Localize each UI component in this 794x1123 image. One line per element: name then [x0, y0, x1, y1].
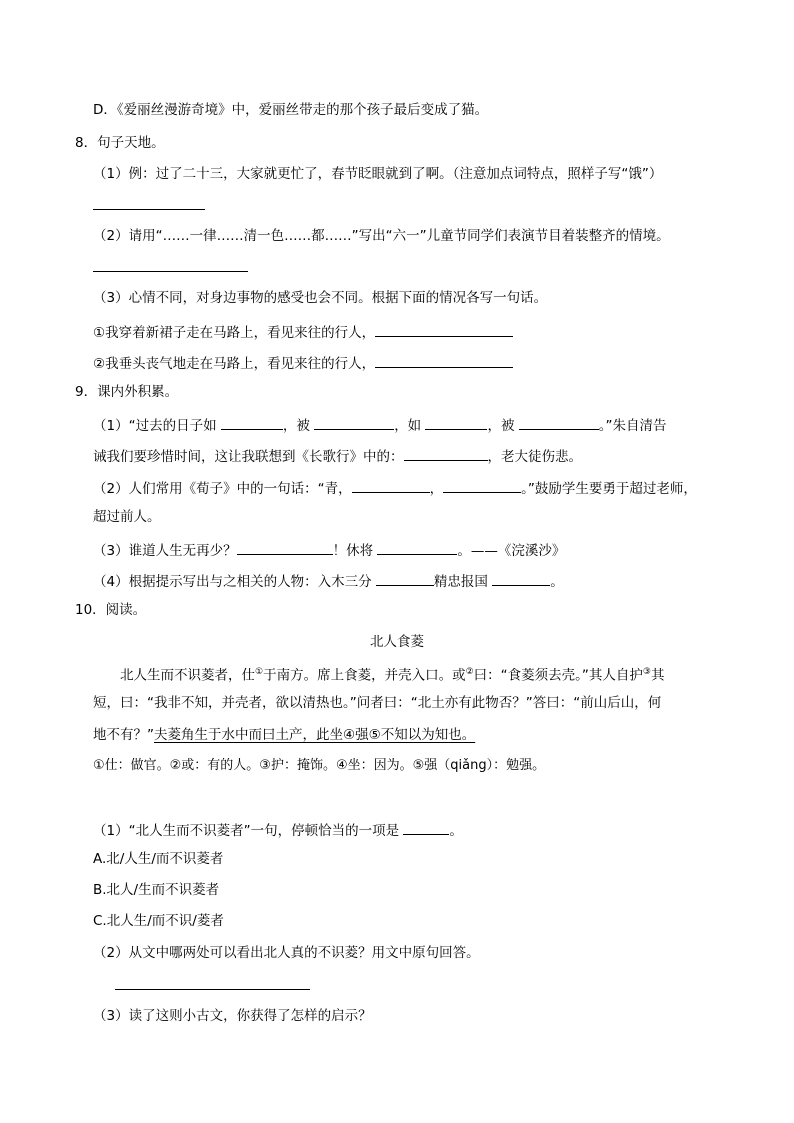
q9-s1-line2 — [93, 444, 582, 467]
q8-sub2-answer-line[interactable] — [93, 271, 248, 272]
q8-item2-text: ②我垂头丧气地走在马路上，看见来往的行人， — [93, 356, 376, 372]
q10-sub1-text: （1）“北人生而不识菱者”一句，停顿恰当的一项是 — [93, 823, 400, 839]
q8-sub3: （3）心情不同，对身边事物的感受也会不同。根据下面的情况各写一句话。 — [93, 290, 548, 306]
option-c[interactable]: C.北人生/而不识/菱者 — [93, 913, 224, 929]
q9-s1-g: ，老大徒伤悲。 — [487, 449, 582, 465]
q10-sub2-answer-line[interactable] — [115, 989, 310, 990]
q9-s2-line2: 超过前人。 — [93, 509, 161, 525]
q9-s3-c: 。——《浣溪沙》 — [457, 543, 566, 559]
q9-s3-blank2[interactable] — [377, 538, 457, 555]
q9-s3-a: （3）谁道人生无再少？ — [93, 543, 237, 559]
q8-sub2: （2）请用“……一律……清一色……都……”写出“六一”儿童节同学们表演节目着装整齐的情境。 — [93, 228, 670, 244]
q9-s1-blank2[interactable] — [314, 413, 394, 430]
q8-item1 — [93, 320, 513, 343]
q10-sub1-blank[interactable] — [403, 818, 449, 835]
option-b[interactable]: B.北人/生而不识菱者 — [93, 882, 220, 898]
passage-p1-d: 其 — [650, 667, 665, 684]
q9-s4-a: （4）根据提示写出与之相关的人物：入木三分 — [93, 574, 372, 590]
q9-s1-d: ，被 — [487, 418, 515, 434]
q9-s1-f: 诫我们要珍惜时间，这让我联想到《长歌行》中的： — [93, 449, 404, 465]
q9-s4-c: 。 — [550, 574, 564, 590]
passage-title: 北人食菱 — [370, 634, 424, 650]
q8-item1-blank[interactable] — [375, 320, 513, 337]
q9-s1-e: 。”朱自清告 — [598, 418, 667, 434]
q10-heading: 10．阅读。 — [75, 602, 147, 618]
q9-s1-blank4[interactable] — [519, 413, 599, 430]
q10-sub2: （2）从文中哪两处可以看出北人真的不识菱？用文中原句回答。 — [93, 945, 480, 961]
passage-p1-b: 于南方。席上食菱，并壳入口。或 — [263, 667, 466, 684]
q9-s1-c: ，如 — [394, 418, 422, 434]
q8-item2 — [93, 351, 513, 374]
q10-sub3: （3）读了这则小古文，你获得了怎样的启示？ — [93, 1008, 372, 1024]
q9-s1-a: （1）“过去的日子如 — [93, 418, 217, 434]
q9-s3-b: ！休将 — [332, 543, 374, 559]
q9-s3 — [93, 538, 565, 561]
q9-s4 — [93, 569, 564, 592]
q9-s2-b: ， — [429, 481, 444, 497]
q9-s4-blank1[interactable] — [376, 569, 434, 586]
passage-line2: 短，曰：“我非不知，并壳者，欲以清热也。”问者曰：“北土亦有此物否？”答曰：“前山后山，何 — [93, 695, 662, 711]
passage-line3 — [93, 725, 475, 745]
q9-s4-blank2[interactable] — [492, 569, 550, 586]
note-mark-1: ① — [255, 667, 264, 677]
q8-sub1-answer-line[interactable] — [93, 209, 205, 210]
q9-s4-b: 精忠报国 — [433, 574, 488, 590]
q9-s2-blank1[interactable] — [352, 476, 430, 493]
passage-underlined-sentence: 夫菱角生于水中而曰土产，此坐④强⑤不知以为知也。 — [154, 727, 476, 743]
q10-sub1-end: 。 — [449, 823, 463, 839]
q8-sub1: （1）例：过了二十三，大家就更忙了，春节眨眼就到了啊。（注意加点词特点，照样子写“饿”） — [93, 166, 663, 182]
passage-p3-a: 地不有？” — [93, 727, 154, 743]
q7-option-d: D．《爱丽丝漫游奇境》中，爱丽丝带走的那个孩子最后变成了猫。 — [93, 102, 489, 118]
q9-s1-line1 — [93, 413, 667, 436]
q9-s1-b: ，被 — [282, 418, 310, 434]
q9-heading: 9．课内外积累。 — [75, 384, 179, 400]
passage-line1 — [120, 662, 664, 686]
note-mark-3: ③ — [642, 667, 651, 677]
q8-item2-blank[interactable] — [375, 351, 513, 368]
q10-sub1 — [93, 818, 463, 841]
q9-s2-line1 — [93, 476, 697, 499]
passage-p1-a: 北人生而不识菱者，仕 — [120, 667, 255, 684]
note-mark-2: ② — [465, 667, 474, 677]
q9-s3-blank1[interactable] — [237, 538, 333, 555]
q8-heading: 8．句子天地。 — [75, 135, 165, 151]
q9-s2-blank2[interactable] — [443, 476, 521, 493]
option-a[interactable]: A.北/人生/而不识菱者 — [93, 851, 224, 867]
passage-p1-c: 曰：“食菱须去壳。”其人自护 — [473, 667, 643, 684]
q8-item1-text: ①我穿着新裙子走在马路上，看见来往的行人， — [93, 325, 376, 341]
q9-s1-blank1[interactable] — [221, 413, 283, 430]
q9-s1-blank3[interactable] — [425, 413, 487, 430]
q9-s1-blank5[interactable] — [404, 444, 488, 461]
passage-notes: ①仕：做官。②或：有的人。③护：掩饰。④坐：因为。⑤强（qiǎng）：勉强。 — [93, 758, 546, 773]
q9-s2-a: （2）人们常用《荀子》中的一句话：“青， — [93, 481, 352, 497]
q9-s2-c: 。”鼓励学生要勇于超过老师， — [521, 481, 697, 497]
